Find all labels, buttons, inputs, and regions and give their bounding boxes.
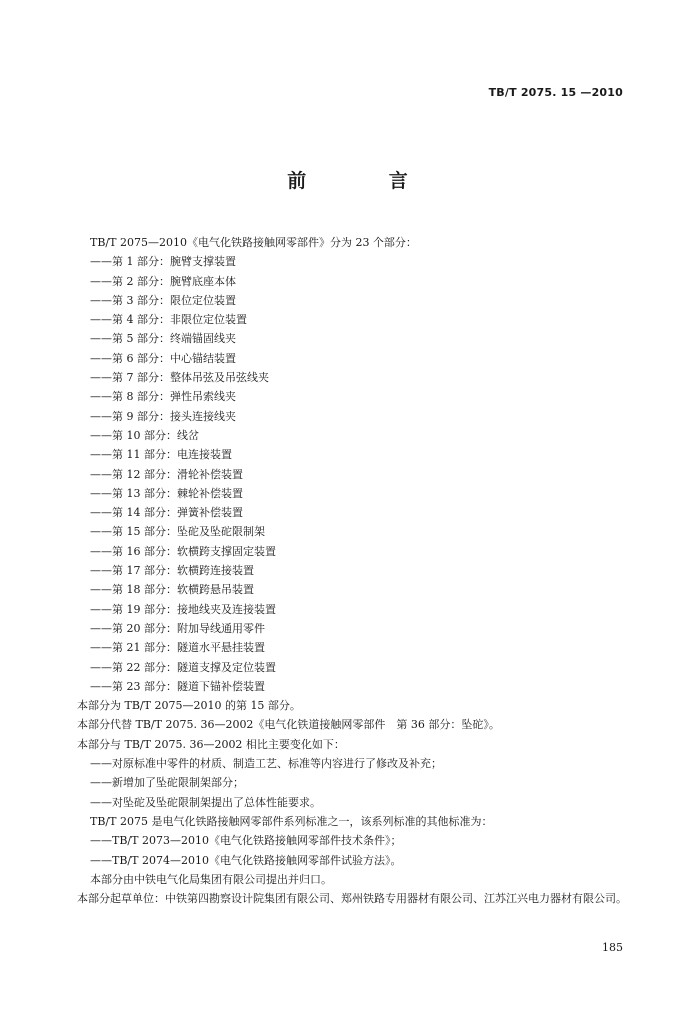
series-list [90, 831, 630, 870]
part-list-item: ——第 20 部分：附加导线通用零件 [90, 621, 265, 635]
part-list-item: ——第 8 部分：弹性吊索线夹 [90, 390, 236, 404]
standard-code-header: TB/T 2075. 15 —2010 [488, 86, 623, 99]
series-list-item: ——TB/T 2074—2010《电气化铁路接触网零部件试验方法》。 [90, 853, 402, 867]
drafters-statement: 本部分起草单位：中铁第四勘察设计院集团有限公司、郑州铁路专用器材有限公司、江苏江兴电力器材有限公司。 [77, 892, 627, 906]
part-list-item: ——第 5 部分：终端锚固线夹 [90, 332, 236, 346]
change-list-item: ——对坠砣及坠砣限制架提出了总体性能要求。 [90, 795, 321, 809]
part-list-item: ——第 17 部分：软横跨连接装置 [90, 564, 254, 578]
page-number: 185 [602, 941, 623, 954]
proposer-statement: 本部分由中铁电气化局集团有限公司提出并归口。 [90, 872, 332, 886]
part-list-item: ——第 16 部分：软横跨支撑固定装置 [90, 544, 276, 558]
page-title: 前 言 [287, 170, 446, 192]
change-list-item: ——新增加了坠砣限制架部分； [90, 776, 244, 790]
part-list-item: ——第 2 部分：腕臂底座本体 [90, 274, 236, 288]
part-list-item: ——第 18 部分：软横跨悬吊装置 [90, 583, 254, 597]
parts-list [90, 252, 630, 696]
change-list-item: ——对原标准中零件的材质、制造工艺、标准等内容进行了修改及补充； [90, 757, 442, 771]
part-list-item: ——第 4 部分：非限位定位装置 [90, 313, 247, 327]
part-list-item: ——第 6 部分：中心锚结装置 [90, 351, 236, 365]
part-list-item: ——第 23 部分：隧道下锚补偿装置 [90, 679, 265, 693]
part-list-item: ——第 14 部分：弹簧补偿装置 [90, 506, 243, 520]
part-list-item: ——第 1 部分：腕臂支撑装置 [90, 255, 236, 269]
changes-intro: 本部分与 TB/T 2075. 36—2002 相比主要变化如下： [77, 737, 345, 751]
part-list-item: ——第 12 部分：滑轮补偿装置 [90, 467, 243, 481]
replaces-statement: 本部分代替 TB/T 2075. 36—2002《电气化铁道接触网零部件 第 36 部分：坠砣》。 [77, 718, 500, 732]
part-list-item: ——第 11 部分：电连接装置 [90, 448, 232, 462]
part-list-item: ——第 7 部分：整体吊弦及吊弦线夹 [90, 371, 269, 385]
part-list-item: ——第 3 部分：限位定位装置 [90, 293, 236, 307]
changes-list [90, 754, 630, 812]
part-list-item: ——第 22 部分：隧道支撑及定位装置 [90, 660, 276, 674]
part-list-item: ——第 9 部分：接头连接线夹 [90, 409, 236, 423]
part-list-item: ——第 21 部分：隧道水平悬挂装置 [90, 641, 265, 655]
part-list-item: ——第 13 部分：棘轮补偿装置 [90, 486, 243, 500]
part-list-item: ——第 15 部分：坠砣及坠砣限制架 [90, 525, 265, 539]
part-list-item: ——第 10 部分：线岔 [90, 428, 199, 442]
series-intro: TB/T 2075 是电气化铁路接触网零部件系列标准之一，该系列标准的其他标准为： [90, 814, 493, 828]
intro-paragraph: TB/T 2075—2010《电气化铁路接触网零部件》分为 23 个部分： [90, 236, 417, 249]
part-list-item: ——第 19 部分：接地线夹及连接装置 [90, 602, 276, 616]
series-list-item: ——TB/T 2073—2010《电气化铁路接触网零部件技术条件》； [90, 834, 402, 848]
part-statement: 本部分为 TB/T 2075—2010 的第 15 部分。 [77, 699, 301, 713]
document-body [77, 233, 630, 908]
